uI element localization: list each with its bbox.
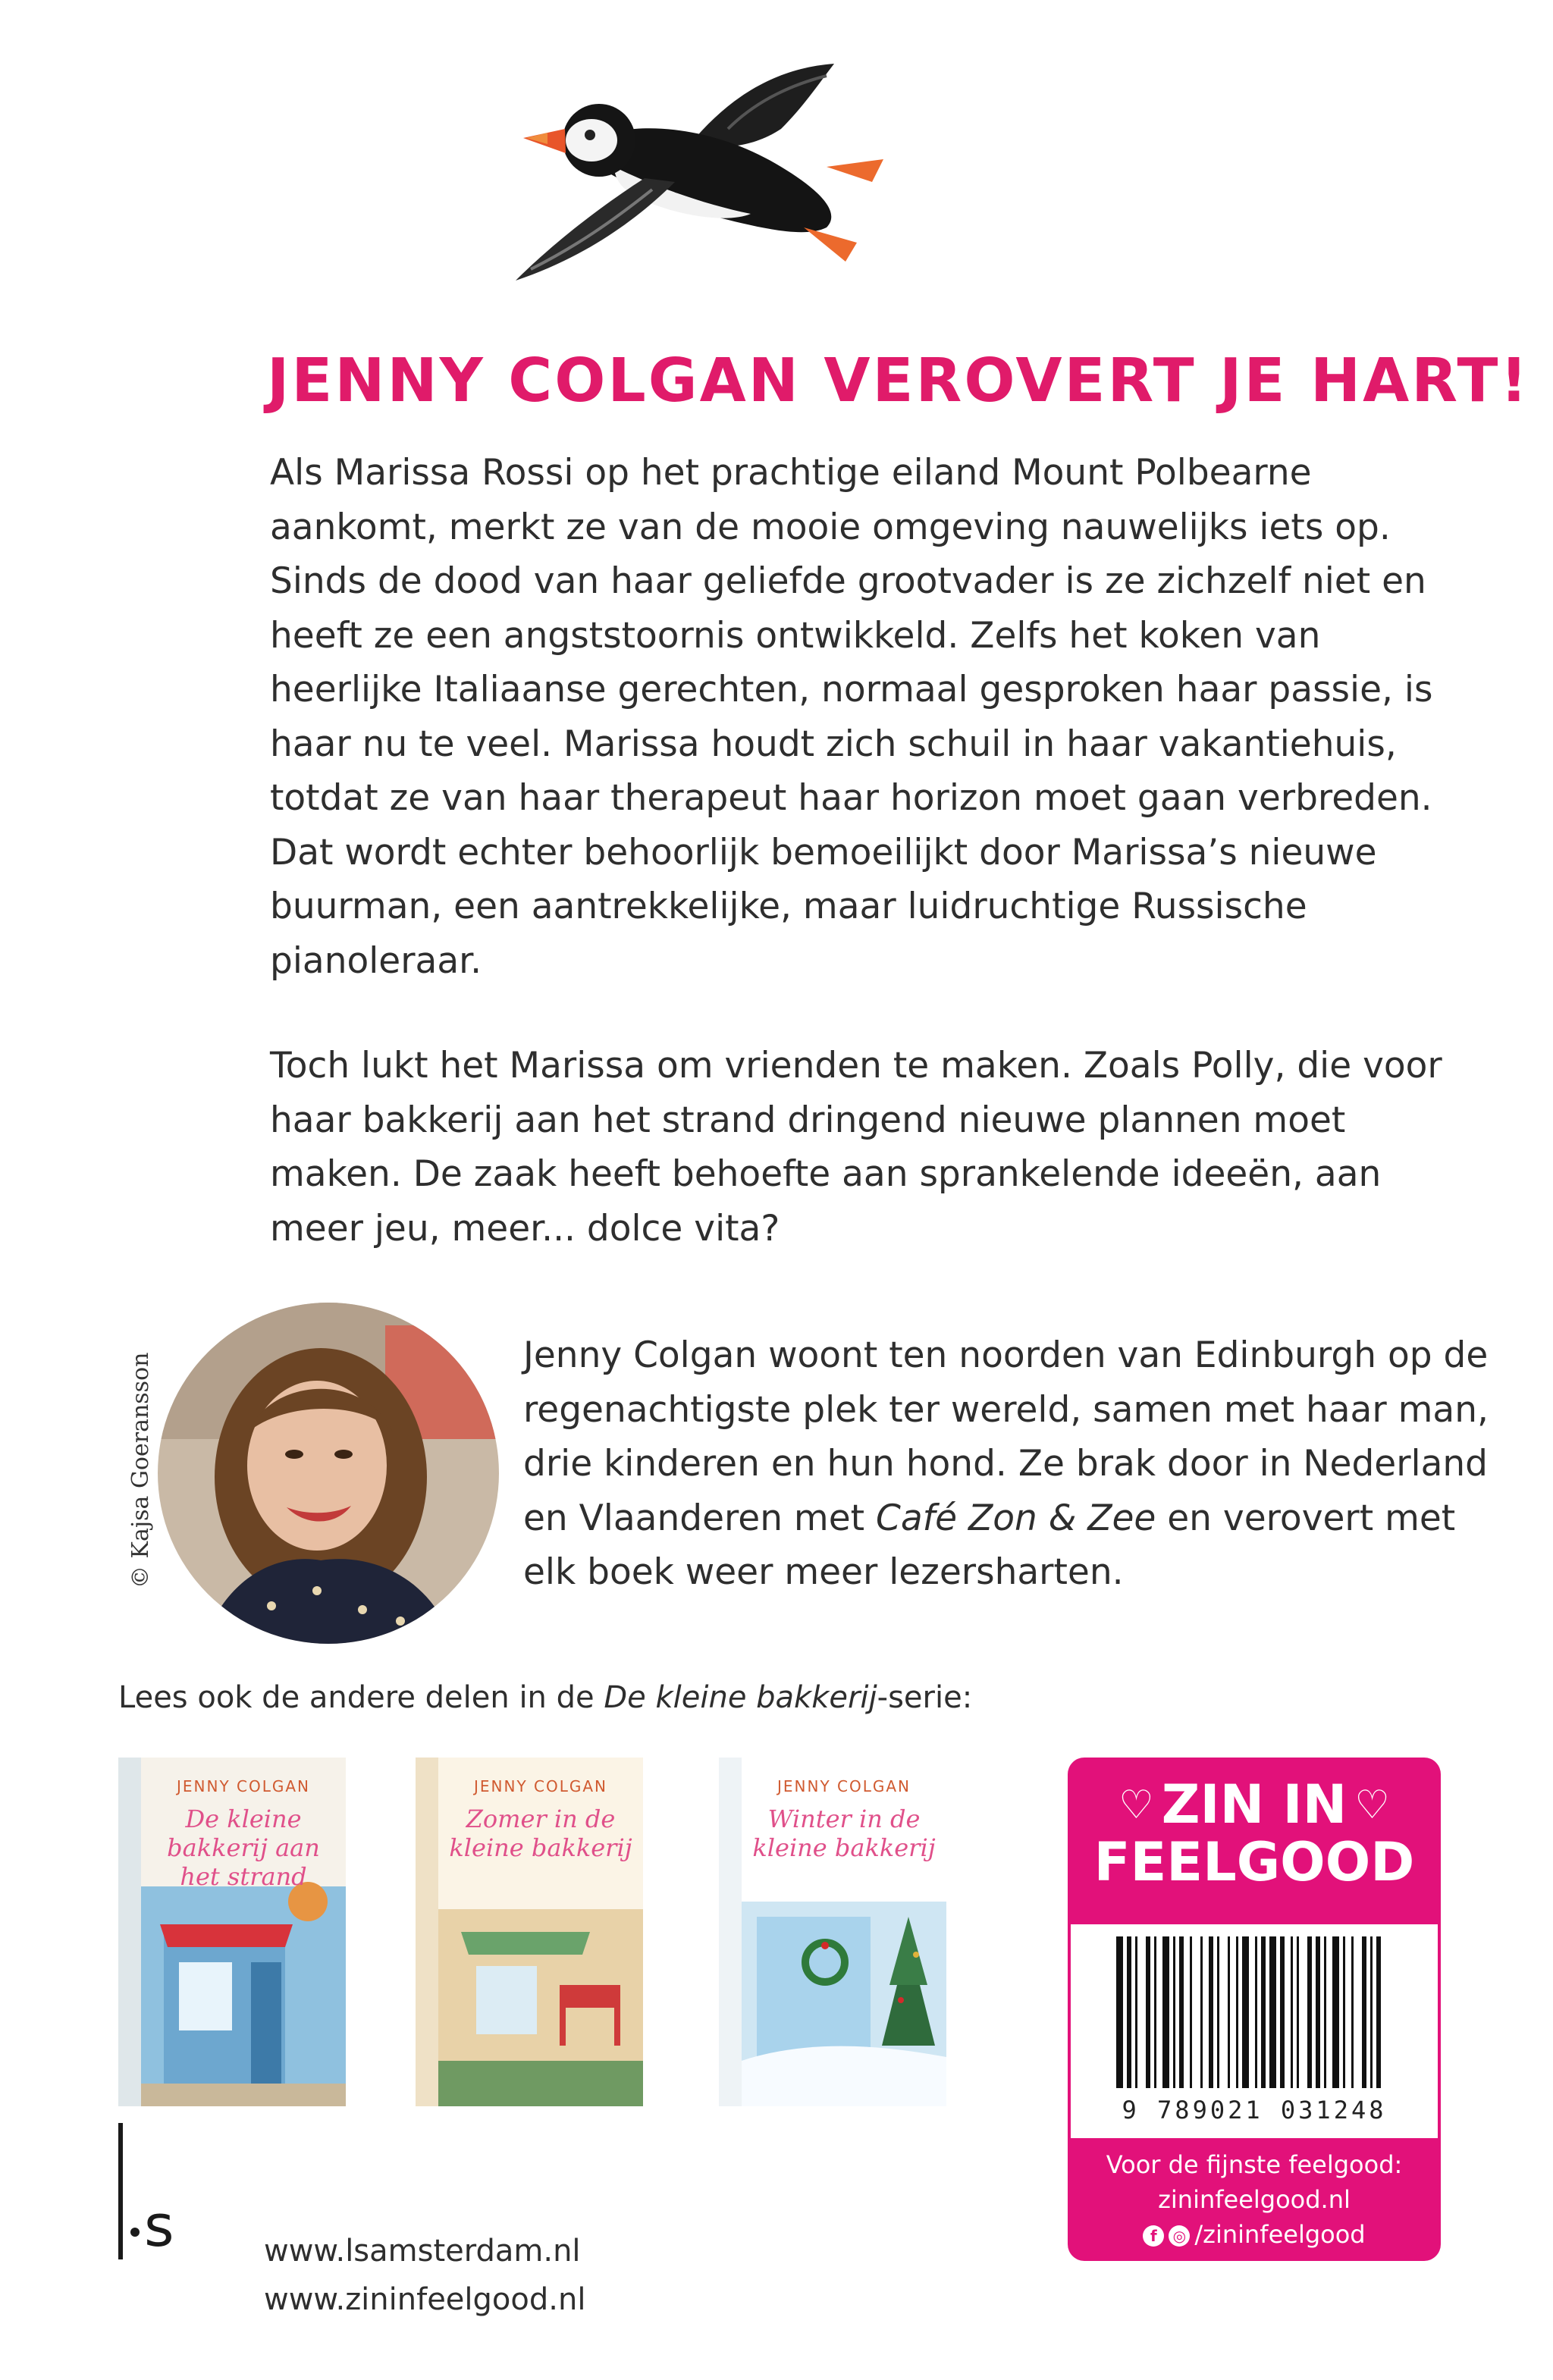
facebook-icon: f (1143, 2225, 1164, 2247)
zif-website: zininfeelgood.nl (1158, 2185, 1351, 2214)
zif-line2-text: FEELGOOD (1093, 1831, 1415, 1893)
barcode-icon (1116, 1936, 1392, 2096)
zif-line1-text: ZIN IN (1161, 1773, 1348, 1836)
book-2-author: JENNY COLGAN (473, 1777, 608, 1795)
puffin-illustration (500, 53, 895, 303)
logo-bar (118, 2123, 123, 2259)
zif-tagline: Voor de fijnste feelgood: (1106, 2150, 1403, 2179)
headline: JENNY COLGAN VEROVERT JE HART! (267, 346, 1530, 415)
series-book-3 (719, 1758, 946, 2106)
series-label (118, 1680, 1028, 1715)
zin-in-feelgood-logo (1068, 1758, 1441, 1924)
description-paragraph-2 (270, 1039, 1453, 1256)
book-1-author: JENNY COLGAN (176, 1777, 311, 1795)
bio-book-title: Café Zon & Zee (876, 1497, 1156, 1539)
logo-dot (130, 2228, 140, 2237)
website-zininfeelgood: www.zininfeelgood.nl (264, 2282, 586, 2317)
author-bio (523, 1328, 1509, 1600)
description-paragraph-1 (270, 446, 1453, 988)
bio-text-start: Jenny Colgan woont ten noorden van Edinburgh op de regenachtigste plek ter wereld, samen met haar man, drie kinderen en hun hond. Ze brak door in Nederland en Vlaanderen met (523, 1334, 1489, 1539)
heart-icon: ♡ (1354, 1783, 1390, 1828)
series-label-end: -serie: (877, 1680, 973, 1715)
barcode-panel (1068, 1924, 1441, 2138)
series-label-start: Lees ook de andere delen in de (118, 1680, 604, 1715)
book-3-title: Winter in de kleine bakkerij (752, 1805, 936, 1862)
description-text-2: Toch lukt het Marissa om vrienden te maken. Zoals Polly, die voor haar bakkerij aan het strand dringend nieuwe plannen moet maken. De zaak heeft behoefte aan sprankelende ideeën, aan meer jeu, meer... dolce vita? (270, 1045, 1442, 1250)
zif-footer (1068, 2138, 1441, 2261)
logo-letter: s (144, 2192, 174, 2259)
series-book-1 (118, 1758, 346, 2106)
photo-credit: © Kajsa Goeransson (127, 1352, 154, 1588)
isbn-number: 9 789021 031248 (1122, 2096, 1387, 2124)
instagram-icon: ◎ (1169, 2225, 1190, 2247)
zif-social (1068, 2217, 1441, 2252)
website-publisher: www.lsamsterdam.nl (264, 2234, 581, 2269)
zif-logo-line-1 (1068, 1773, 1441, 1836)
book-3-author: JENNY COLGAN (776, 1777, 911, 1795)
description-text-1: Als Marissa Rossi op het prachtige eiland Mount Polbearne aankomt, merkt ze van de mooie omgeving nauwelijks iets op. Sinds de dood van haar geliefde grootvader is ze zichzelf niet en heeft ze een angststoornis ontwikkeld. Zelfs het koken van heerlijke Italiaanse gerechten, normaal gesproken haar passie, is haar nu te veel. Marissa houdt zich schuil in haar vakantiehuis, totdat ze van haar therapeut haar horizon moet gaan verbreden. Dat wordt echter behoorlijk bemoeilijkt door Marissa’s nieuwe buurman, een aantrekkelijke, maar luidruchtige Russische pianoleraar. (270, 452, 1433, 982)
series-book-2 (416, 1758, 643, 2106)
book-2-title: Zomer in de kleine bakkerij (449, 1805, 632, 1862)
bio-text-end: en verovert met elk boek weer meer lezersharten. (523, 1497, 1456, 1593)
publisher-logo (114, 2123, 220, 2259)
series-name: De kleine bakkerij (604, 1680, 877, 1715)
zif-social-handle: /zininfeelgood (1194, 2220, 1366, 2249)
book-1-title: De kleine bakkerij aan het strand (167, 1805, 320, 1891)
heart-icon: ♡ (1118, 1783, 1154, 1828)
author-photo (158, 1303, 499, 1644)
